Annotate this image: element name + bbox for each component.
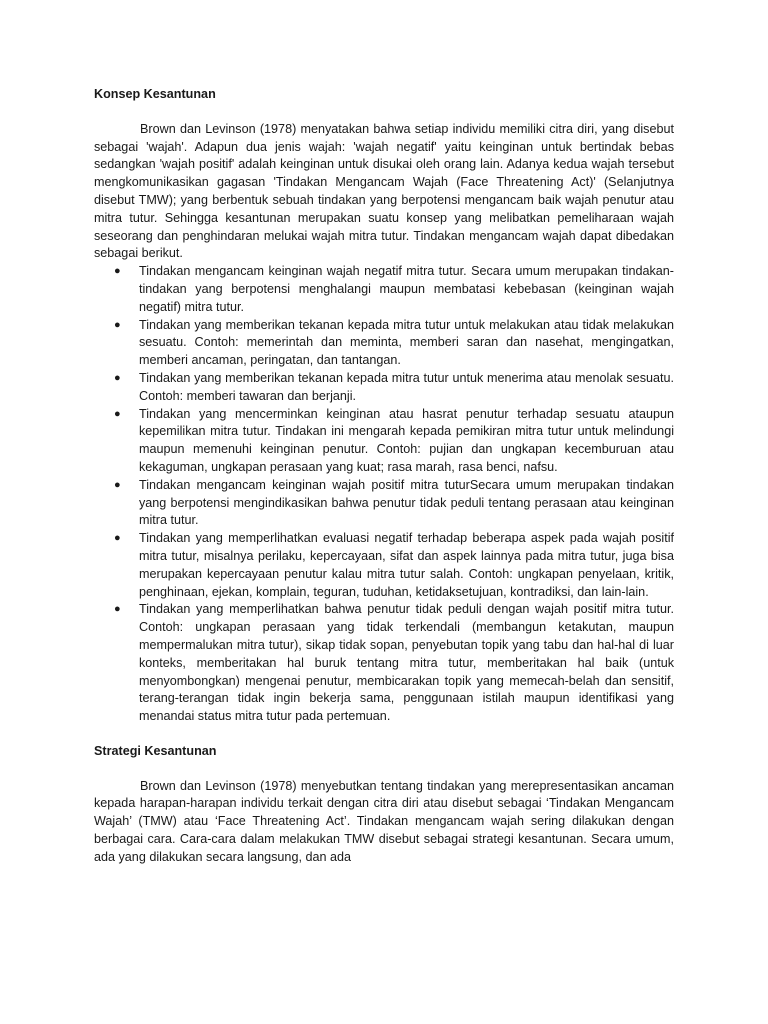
list-item	[94, 370, 674, 406]
bullet-icon: ●	[114, 371, 121, 384]
list-item-text: Tindakan yang memperlihatkan bahwa penutur tidak peduli dengan wajah positif mitra tutur. Contoh: ungkapan perasaan yang tidak terkendali (membangun ketakutan, maupun mempermalukan mitra tutur), sikap tidak sopan, penyebutan topik yang tabu dan hal-hal di luar konteks, memberitakan hal buruk tentang mitra tutur, memberitakan hal baik (untuk menyombongkan) mengenai penutur, membicarakan topik yang memecah-belah dan sensitif, terang-terangan tidak ingin bekerja sama, penggunaan istilah maupun identifikasi yang menandai status mitra tutur pada pertemuan.	[139, 602, 674, 724]
section-heading-konsep-kesantunan: Konsep Kesantunan	[94, 87, 216, 101]
section-heading-strategi-kesantunan: Strategi Kesantunan	[94, 743, 217, 758]
bullet-icon: ●	[114, 318, 121, 331]
list-item	[94, 263, 674, 316]
list-item	[94, 317, 674, 370]
bullet-icon: ●	[114, 478, 121, 491]
bullet-list	[94, 263, 674, 726]
list-item-text: Tindakan mengancam keinginan wajah negatif mitra tutur. Secara umum merupakan tindakan-tindakan yang berpotensi menghalangi maupun membatasi kebebasan (keinginan wajah negatif) mitra tutur.	[139, 264, 674, 314]
list-item	[94, 406, 674, 477]
strategy-paragraph: Brown dan Levinson (1978) menyebutkan tentang tindakan yang merepresentasikan ancaman kepada harapan-harapan individu terkait dengan citra diri atau disebut sebagai ‘Tindakan Mengancam Wajah’ (TMW) atau ‘Face Threatening Act’. Tindakan mengancam wajah sering dilakukan dengan berbagai cara. Cara-cara dalam melakukan TMW disebut sebagai strategi kesantunan. Secara umum, ada yang dilakukan secara langsung, dan ada	[94, 778, 674, 864]
list-item-text: Tindakan yang mencerminkan keinginan atau hasrat penutur terhadap sesuatu ataupun kepemilikan mitra tutur. Tindakan ini mengarah kepada pemikiran mitra tutur untuk melindungi maupun memenuhi keinginan penutur. Contoh: pujian dan ungkapan kecemburuan atau kekaguman, ungkapan perasaan yang kuat; rasa marah, rasa benci, nafsu.	[139, 406, 674, 474]
intro-paragraph: Brown dan Levinson (1978) menyatakan bahwa setiap individu memiliki citra diri, yang disebut sebagai 'wajah'. Adapun dua jenis wajah: 'wajah negatif' yaitu keinginan untuk bertindak bebas sedangkan 'wajah positif' adalah keinginan untuk disukai oleh orang lain. Adanya kedua wajah tersebut mengkomunikasikan gagasan 'Tindakan Mengancam Wajah (Face Threatening Act)' (Selanjutnya disebut TMW); yang berbentuk sebuah tindakan yang berpotensi mengancam baik wajah penutur atau mitra tutur. Sehingga kesantunan merupakan suatu konsep yang melibatkan pemeliharaan wajah seseorang dan penghindaran melukai wajah mitra tutur. Tindakan mengancam wajah dapat dibedakan sebagai berikut.	[94, 121, 674, 261]
list-item-text: Tindakan yang memperlihatkan evaluasi negatif terhadap beberapa aspek pada wajah positif mitra tutur, misalnya perilaku, kepercayaan, sifat dan aspek lainnya pada mitra tutur, juga bisa merupakan kepercayaan penutur kalau mitra tutur salah. Contoh: ungkapan penyelaan, kritik, penghinaan, ejekan, komplain, teguran, tuduhan, ketidaksetujuan, kontradiksi, dan lain-lain.	[139, 531, 674, 599]
list-item	[94, 477, 674, 530]
list-item	[94, 601, 674, 726]
bullet-icon: ●	[114, 532, 121, 545]
list-item	[94, 530, 674, 601]
bullet-icon: ●	[114, 407, 121, 420]
document-page	[94, 86, 674, 867]
list-item-text: Tindakan yang memberikan tekanan kepada mitra tutur untuk menerima atau menolak sesuatu. Contoh: memberi tawaran dan berjanji.	[139, 370, 674, 403]
list-item-text: Tindakan mengancam keinginan wajah positif mitra tuturSecara umum merupakan tindakan yang berpotensi mengindikasikan bahwa penutur tidak peduli tentang perasaan atau keinginan mitra tutur.	[139, 477, 674, 528]
list-item-text: Tindakan yang memberikan tekanan kepada mitra tutur untuk melakukan atau tidak melakukan sesuatu. Contoh: memerintah dan meminta, memberi saran dan nasehat, mengingatkan, memberi ancaman, peringatan, dan tantangan.	[139, 317, 674, 368]
bullet-icon: ●	[114, 603, 121, 616]
bullet-icon: ●	[114, 265, 121, 278]
